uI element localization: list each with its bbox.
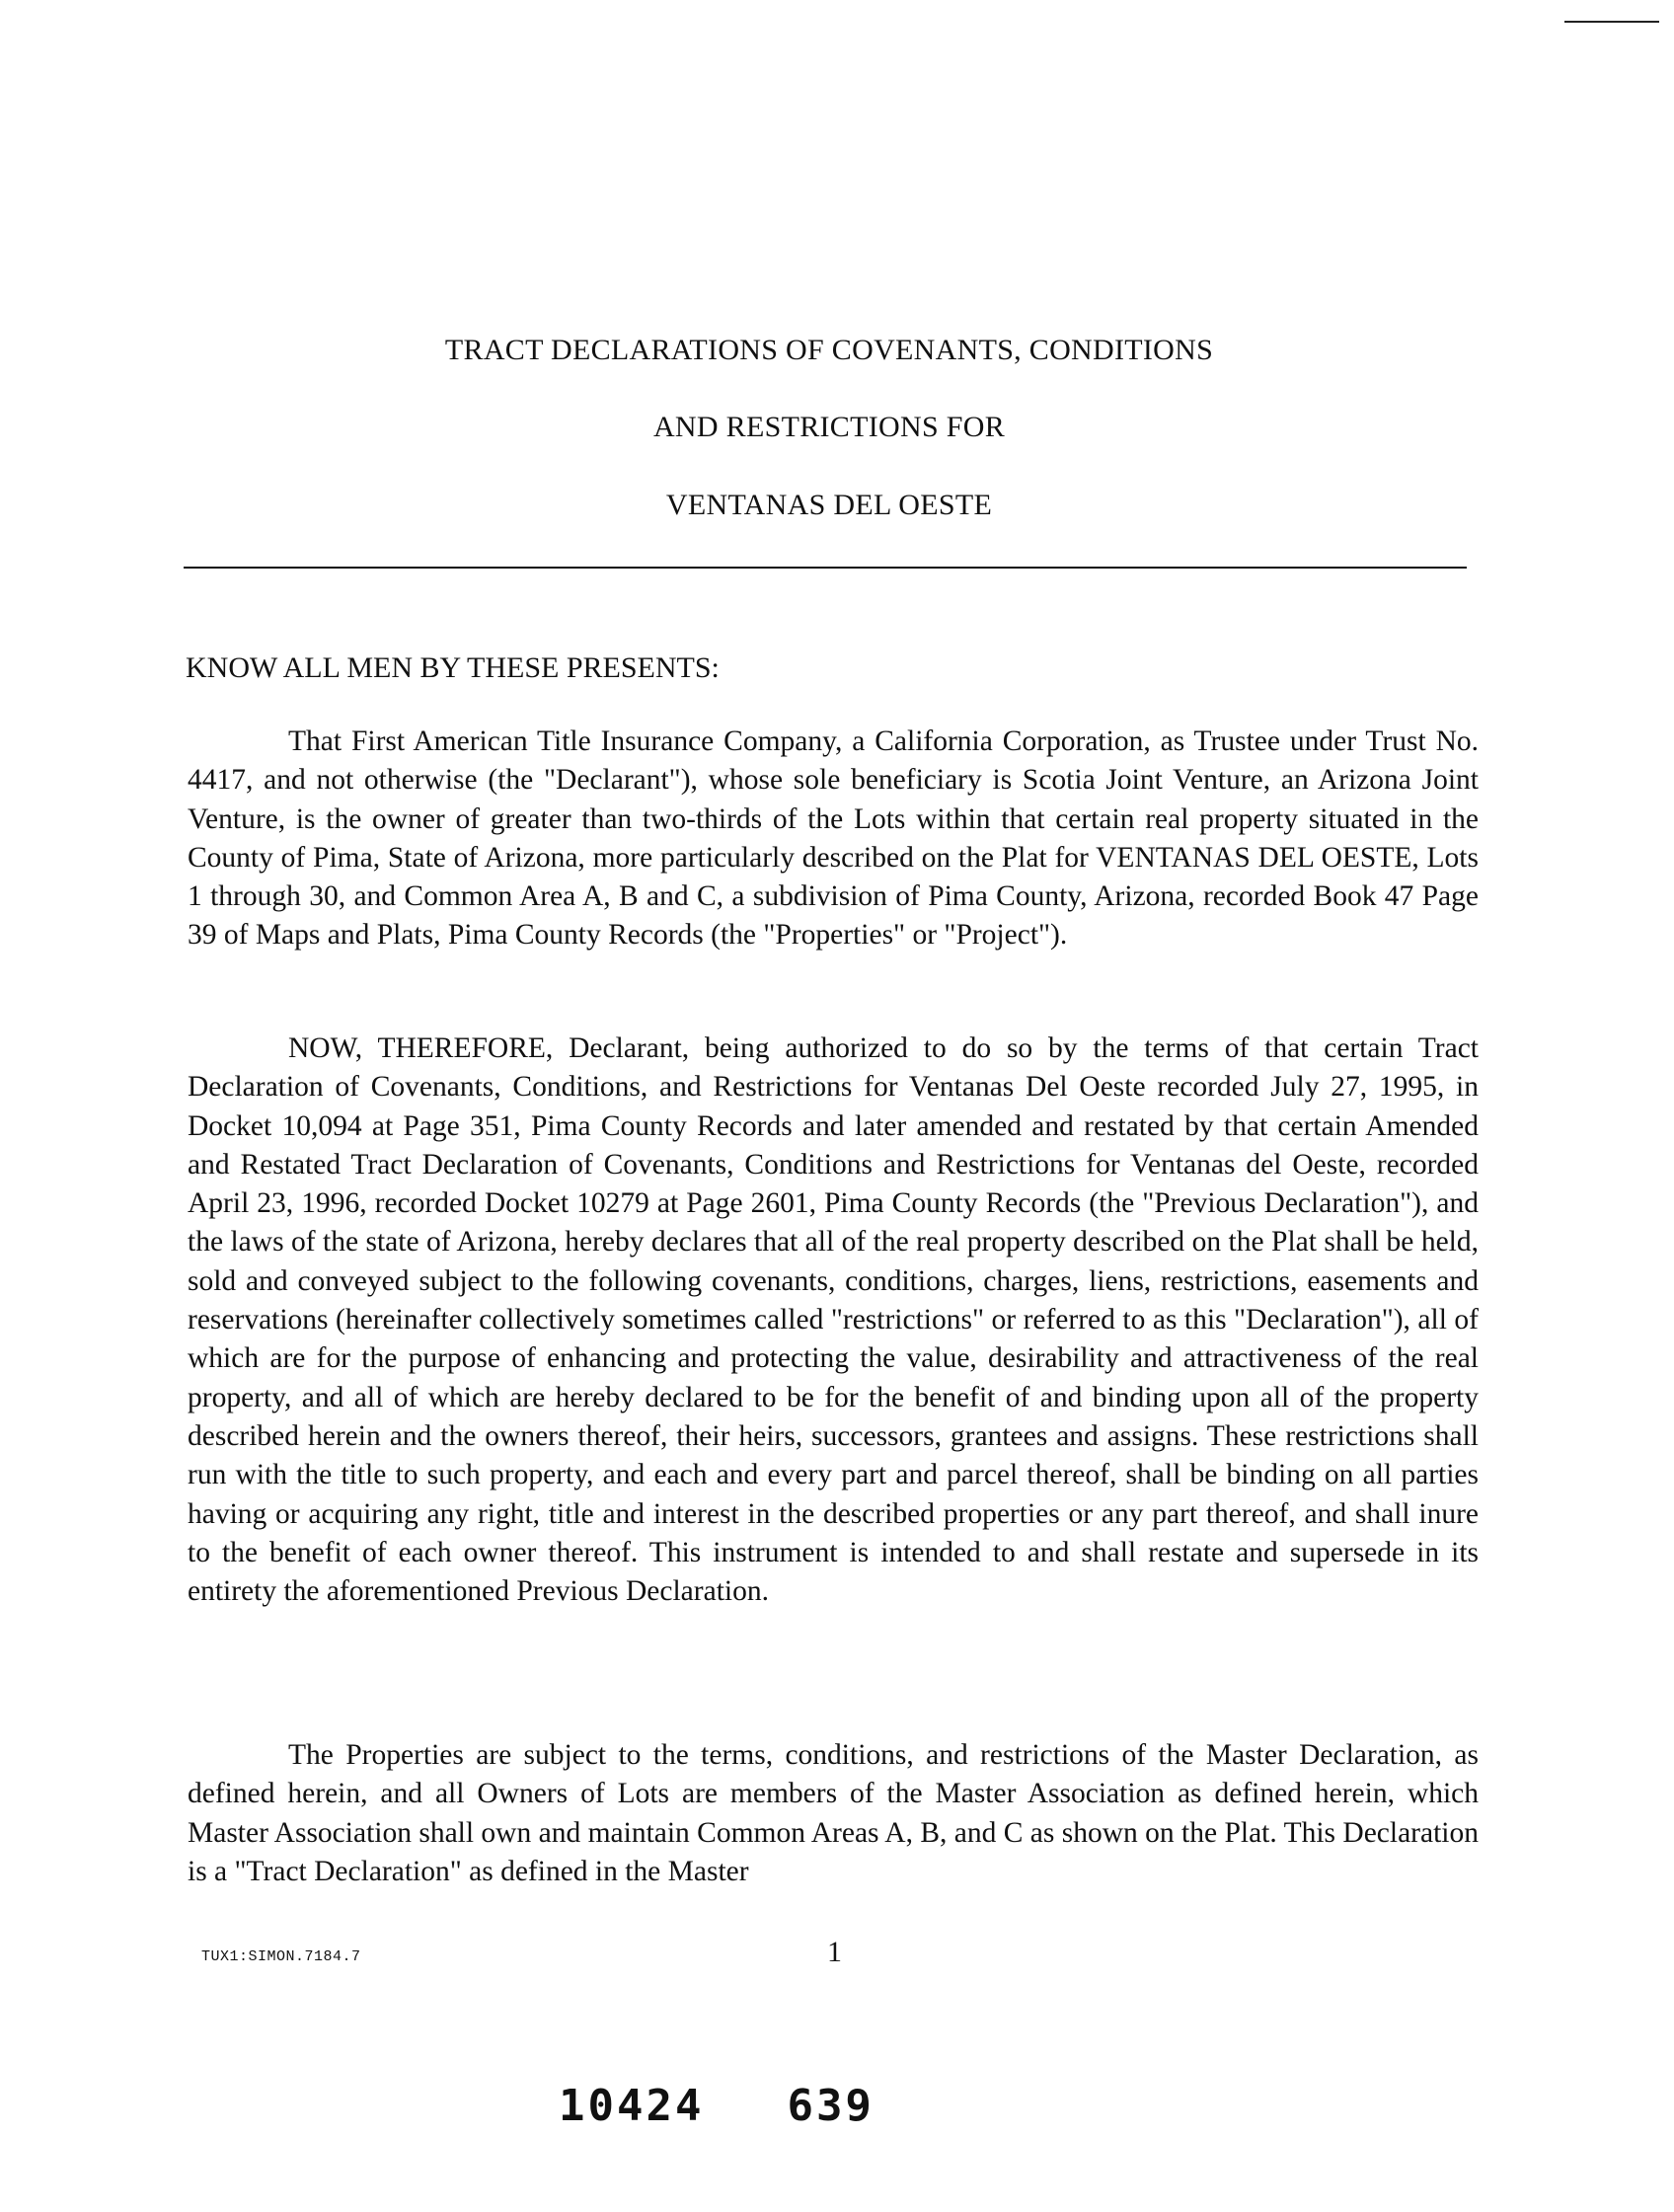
docket-stamp <box>559 2081 875 2131</box>
paragraph-declarant: That First American Title Insurance Company, a California Corporation, as Trustee under Trust No. 4417, and not otherwise (the "Declarant"), whose sole beneficiary is Scotia Joint Venture, an Arizona Joint Venture, is the owner of greater than two-thirds of the Lots within that certain real property situated in the County of Pima, State of Arizona, more particularly described on the Plat for VENTANAS DEL OESTE, Lots 1 through 30, and Common Area A, B and C, a subdivision of Pima County, Arizona, recorded Book 47 Page 39 of Maps and Plats, Pima County Records (the "Properties" or "Project"). <box>188 725 1479 952</box>
title-line-1: TRACT DECLARATIONS OF COVENANTS, CONDITIONS <box>444 334 1214 366</box>
paragraph-now-therefore: NOW, THEREFORE, Declarant, being authorized to do so by the terms of that certain Tract Declaration of Covenants, Conditions, and Restrictions for Ventanas Del Oeste recorded July 27, 1995, in Docket 10,094 at Page 351, Pima County Records and later amended and restated by that certain Amended and Restated Tract Declaration of Covenants, Conditions and Restrictions for Ventanas del Oeste, recorded April 23, 1996, recorded Docket 10279 at Page 2601, Pima County Records (the "Previous Declaration"), and the laws of the state of Arizona, hereby declares that all of the real property described on the Plat shall be held, sold and conveyed subject to the following covenants, conditions, charges, liens, restrictions, easements and reservations (hereinafter collectively sometimes called "restrictions" or referred to as this "Declaration"), all of which are for the purpose of enhancing and protecting the value, desirability and attractiveness of the real property, and all of which are hereby declared to be for the benefit of and binding upon all of the property described herein and the owners thereof, their heirs, successors, grantees and assigns. These restrictions shall run with the title to such property, and each and every part and parcel thereof, shall be binding on all parties having or acquiring any right, title and interest in the described properties or any part thereof, and shall inure to the benefit of each owner thereof. This instrument is intended to and shall restate and supersede in its entirety the aforementioned Previous Declaration. <box>188 1032 1479 1608</box>
page-number: 1 <box>827 1936 842 1968</box>
preamble-heading: KNOW ALL MEN BY THESE PRESENTS: <box>186 651 720 684</box>
paragraph-master-declaration: The Properties are subject to the terms, conditions, and restrictions of the Master Declaration, as defined herein, and all Owners of Lots are members of the Master Association as defined herein, which Master Association shall own and maintain Common Areas A, B, and C as shown on the Plat. This Declaration is a "Tract Declaration" as defined in the Master <box>188 1739 1479 1887</box>
docket-page: 639 <box>787 2081 875 2131</box>
file-code: TUX1:SIMON.7184.7 <box>201 1948 361 1965</box>
docket-number: 10424 <box>559 2081 705 2131</box>
scan-edge-mark <box>1564 21 1659 23</box>
title-line-2: AND RESTRICTIONS FOR <box>652 411 1006 443</box>
title-line-3: VENTANAS DEL OESTE <box>665 489 993 521</box>
title-divider <box>184 567 1467 569</box>
